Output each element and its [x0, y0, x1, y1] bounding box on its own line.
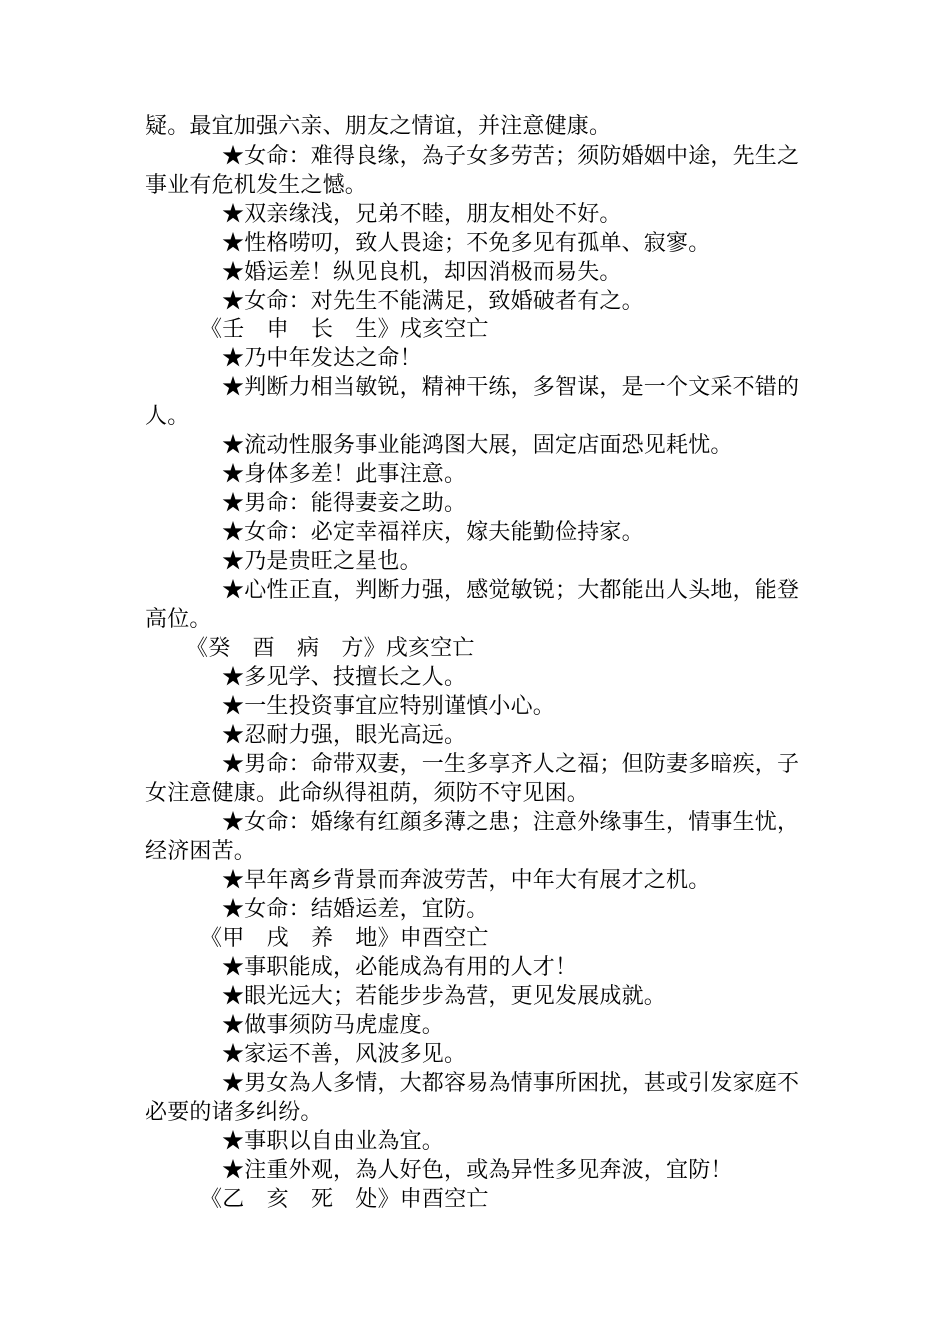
- text-line: 必要的诸多纠纷。: [145, 1100, 323, 1125]
- text-line: ★女命：必定幸福祥庆，嫁夫能勤俭持家。: [222, 520, 644, 545]
- text-line: ★早年离乡背景而奔波劳苦，中年大有展才之机。: [222, 868, 711, 893]
- text-line: ★女命：对先生不能满足，致婚破者有之。: [222, 289, 644, 314]
- text-line: 疑。最宜加强六亲、朋友之情谊，并注意健康。: [145, 114, 612, 139]
- text-line: ★婚运差！纵见良机，却因消极而易失。: [222, 260, 622, 285]
- text-line: 女注意健康。此命纵得祖荫，须防不守见困。: [145, 781, 590, 806]
- text-line: ★身体多差！此事注意。: [222, 462, 467, 487]
- text-line: ★一生投资事宜应特别谨慎小心。: [222, 694, 556, 719]
- text-line: ★判断力相当敏锐，精神干练，多智谋，是一个文采不错的: [222, 375, 800, 400]
- text-line: ★女命：结婚运差，宜防。: [222, 897, 489, 922]
- text-line: ★心性正直，判断力强，感觉敏锐；大都能出人头地，能登: [222, 578, 800, 603]
- section-heading: 《乙 亥 死 处》申酉空亡: [200, 1187, 489, 1212]
- text-line: ★眼光远大；若能步步為营，更见发展成就。: [222, 984, 667, 1009]
- text-line: ★事职能成，必能成為有用的人才！: [222, 955, 578, 980]
- section-heading: 《癸 酉 病 方》戌亥空亡: [186, 636, 475, 661]
- text-line: ★乃中年发达之命！: [222, 346, 422, 371]
- text-line: ★事职以自由业為宜。: [222, 1129, 445, 1154]
- text-line: 事业有危机发生之憾。: [145, 173, 368, 198]
- text-line: ★乃是贵旺之星也。: [222, 549, 422, 574]
- text-line: ★女命：难得良缘，為子女多劳苦；须防婚姻中途，先生之: [222, 144, 800, 169]
- text-line: 人。: [145, 404, 190, 429]
- text-line: ★男女為人多情，大都容易為情事所困扰，甚或引发家庭不: [222, 1071, 800, 1096]
- section-heading: 《壬 申 长 生》戌亥空亡: [200, 317, 489, 342]
- text-line: ★双亲缘浅，兄弟不睦，朋友相处不好。: [222, 202, 622, 227]
- text-line: ★家运不善，风波多见。: [222, 1042, 467, 1067]
- text-line: ★女命：婚缘有红顔多薄之患；注意外缘事生，情事生忧，: [222, 810, 800, 835]
- text-line: ★注重外观，為人好色，或為异性多见奔波，宜防！: [222, 1158, 733, 1183]
- text-line: ★男命：能得妻妾之助。: [222, 491, 467, 516]
- text-line: ★男命：命带双妻，一生多享齐人之福；但防妻多暗疾，子: [222, 752, 800, 777]
- text-line: 高位。: [145, 607, 212, 632]
- text-line: ★忍耐力强，眼光高远。: [222, 723, 467, 748]
- text-line: 经济困苦。: [145, 839, 257, 864]
- text-line: ★性格唠叨，致人畏途；不免多见有孤单、寂寥。: [222, 231, 711, 256]
- text-line: ★流动性服务事业能鸿图大展，固定店面恐见耗忧。: [222, 433, 733, 458]
- section-heading: 《甲 戌 养 地》申酉空亡: [200, 926, 489, 951]
- text-line: ★多见学、技擅长之人。: [222, 665, 467, 690]
- text-line: ★做事须防马虎虚度。: [222, 1013, 445, 1038]
